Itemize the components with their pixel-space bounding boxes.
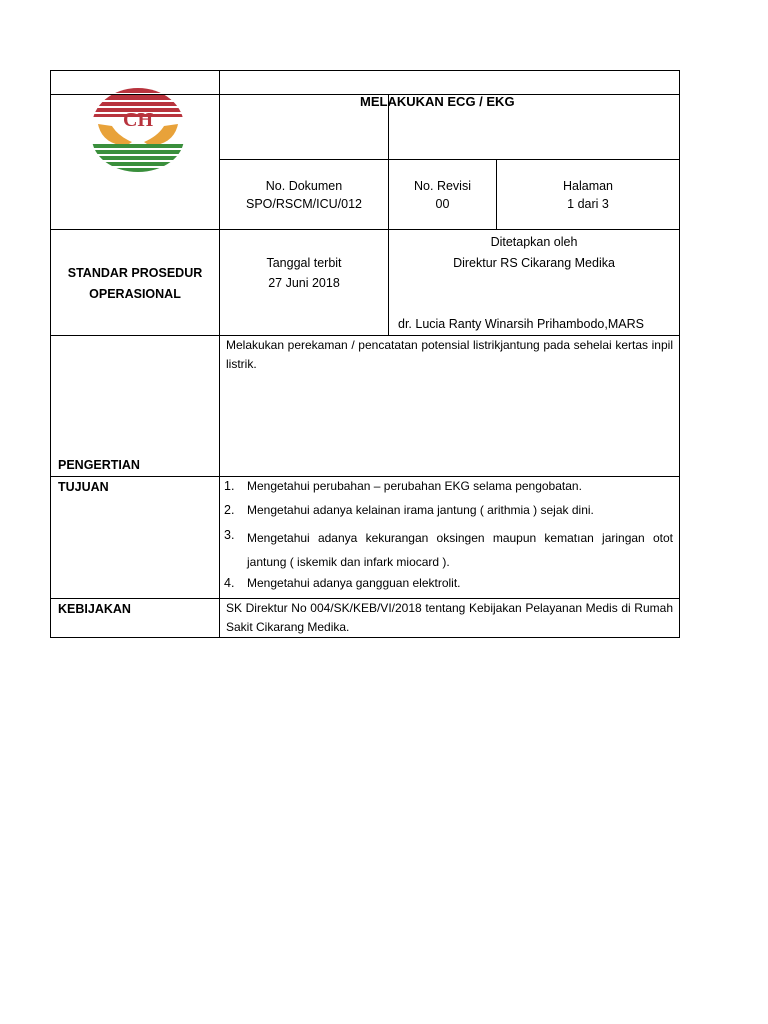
list-number: 3. bbox=[224, 528, 235, 542]
issued-label: Tanggal terbit bbox=[266, 256, 342, 270]
list-text: Mengetahui adanya gangguan elektrolit. bbox=[247, 576, 461, 590]
page-value: 1 dari 3 bbox=[567, 197, 609, 211]
list-text: Mengetahui adanya kelainan irama jantung ( arithmia ) sejak dini. bbox=[247, 503, 594, 517]
list-text: Mengetahui adanya kekurangan oksingen maupun kematıan jaringan otot jantung ( iskemik dan infark miocard ). bbox=[247, 531, 673, 569]
table-border-bottom bbox=[50, 637, 680, 638]
table-border-left bbox=[50, 70, 51, 638]
doc-number-value: SPO/RSCM/ICU/012 bbox=[245, 197, 362, 211]
kebijakan-heading: KEBIJAKAN bbox=[58, 602, 131, 616]
table-border-top bbox=[50, 70, 680, 71]
table-border-right bbox=[679, 70, 680, 638]
list-number: 2. bbox=[224, 503, 235, 517]
logo-letters: CH bbox=[123, 109, 153, 131]
pengertian-text: Melakukan perekaman / pencatatan potensial listrikjantung pada sehelai kertas inpil listrik. bbox=[226, 338, 673, 371]
sop-title-line2: OPERASIONAL bbox=[89, 287, 181, 301]
doc-number-label: No. Dokumen bbox=[265, 179, 343, 193]
issued-date: 27 Juni 2018 bbox=[268, 276, 340, 290]
hospital-logo bbox=[88, 86, 188, 176]
sop-title-line1: STANDAR PROSEDUR bbox=[67, 266, 203, 280]
revision-value: 00 bbox=[435, 197, 450, 211]
divider-v-mid bbox=[388, 94, 389, 336]
kebijakan-text: SK Direktur No 004/SK/KEB/VI/2018 tentang Kebijakan Pelayanan Medis di Rumah Sakit Cikarang Medika. bbox=[226, 601, 673, 634]
page-label: Halaman bbox=[562, 179, 614, 193]
divider-h-3 bbox=[50, 229, 680, 230]
list-text: Mengetahui perubahan – perubahan EKG selama pengobatan. bbox=[247, 479, 582, 493]
tujuan-heading: TUJUAN bbox=[58, 480, 109, 494]
approver-name: dr. Lucia Ranty Winarsih Prihambodo,MARS bbox=[398, 317, 644, 331]
list-number: 4. bbox=[224, 576, 235, 590]
divider-v-left bbox=[219, 70, 220, 638]
list-number: 1. bbox=[224, 479, 235, 493]
document-title: MELAKUKAN ECG / EKG bbox=[360, 94, 515, 109]
divider-h-2 bbox=[219, 159, 680, 160]
revision-label: No. Revisi bbox=[414, 179, 471, 193]
logo-graphic bbox=[88, 86, 188, 176]
pengertian-heading: PENGERTIAN bbox=[58, 458, 140, 472]
approval-label: Ditetapkan oleh bbox=[490, 235, 578, 249]
approval-position: Direktur RS Cikarang Medika bbox=[453, 256, 615, 270]
